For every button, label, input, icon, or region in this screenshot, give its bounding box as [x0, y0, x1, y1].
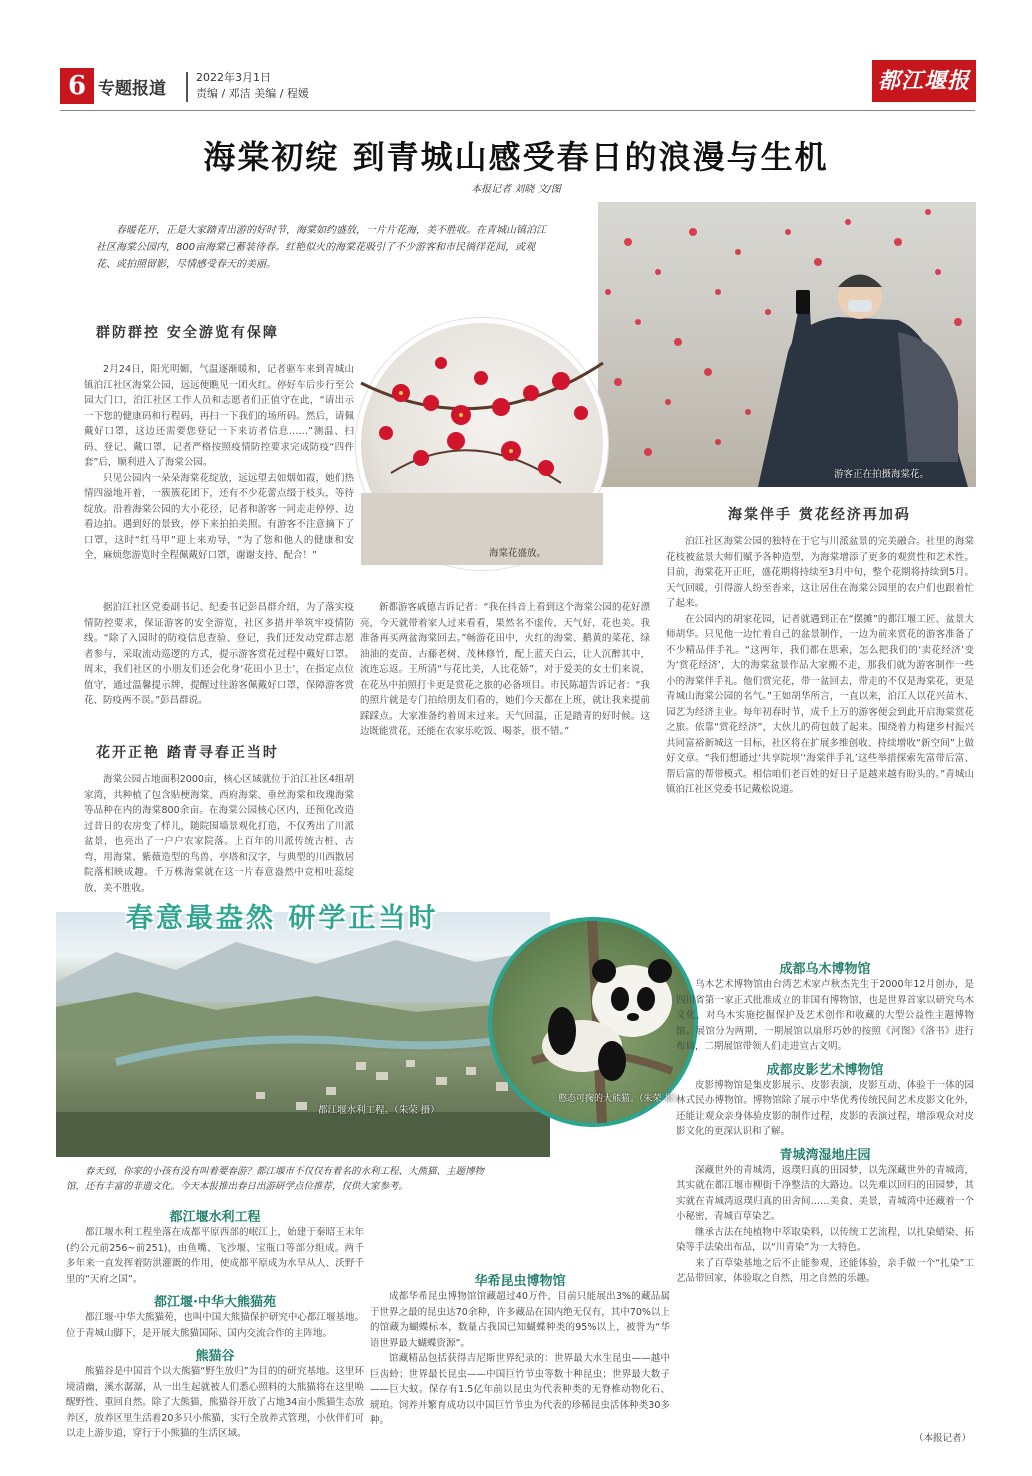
c7-paragraph-2: 继承古法在纯植物中萃取染料，以传统工艺流程，以扎染蜡染、拓染等手法染出布品，以“川青染”为一大特色。 [676, 1226, 974, 1253]
feature-col2 [370, 1270, 670, 1426]
photo-irrigation-landscape [56, 912, 550, 1157]
header-info [196, 70, 309, 102]
col1-text-b [84, 600, 354, 709]
s1-paragraph-1: 2月24日，阳光明媚，气温逐渐暖和，记者驱车来到青城山镇泊江社区海棠公园，远远便瞧见一团火红。停好车后步行至公园大门口，泊江社区工作人员和志愿者们正值守在此，“请出示一下您的健康码和行程码，再扫一下我们的场所码。然后，请佩戴好口罩，这边还需要您登记一下来访者信息……”测温、扫码、登记、戴口罩，记者严格按照疫情防控要求完成防疫“四件套”后，顺利进入了海棠公园。 [84, 364, 354, 468]
header-divider [186, 72, 188, 102]
s2-paragraph-1: 海棠公园占地面积2000亩，核心区域就位于泊江社区4组胡家湾，共种植了包含贴梗海棠、西府海棠、垂丝海棠和玫瑰海棠等品种在内的海棠800余亩。在海棠公园核心区内，还预化改造过昔日的农房变了样儿，随院围墙景观化打造，不仅秀出了川派盆景，也亮出了一户户农家院落。上百年的川派传统古桩、古弯，用海棠、紫薇造型的鸟兽、亭塔和汉字，与典型的川西散居院落相映成趣。千万株海棠就在这一片春意盎然中竞相吐蕊绽放，美不胜收。 [84, 774, 354, 894]
feature-col1 [66, 1206, 364, 1439]
c6-title: 成都皮影艺术博物馆 [766, 1062, 884, 1078]
article-title: 海棠初绽 到青城山感受春日的浪漫与生机 [203, 138, 829, 176]
c5-paragraph: 乌木艺术博物馆由台湾艺术家卢秋杰先生于2000年12月创办，是四川省第一家正式批准成立的非国有博物馆，也是世界首家以研究乌木文化、对乌木实施挖掘保护及艺术创作和收藏的大型公益性主题博物馆。展馆分为两期，一期展馆以扇形巧妙的按照《河图》《洛书》进行布局，二期展馆带领人们走进宣古文明。 [676, 979, 974, 1052]
feature-intro: 春天到，你家的小孩有没有叫着要春游？都江堰市不仅仅有着名的水利工程、大熊猫、主题博物馆，还有丰富的非遗文化。今天本报推出春日出游研学点位推荐，仅供大家参考。 [66, 1166, 485, 1192]
article-lead: 春暖花开，正是大家踏青出游的好时节，海棠如约盛放，一片片花海，美不胜收。在青城山镇泊江社区海棠公园内，800亩海棠已蓄装待春。红艳似火的海棠花吸引了不少游客和市民徜徉花间，或观花、或拍照留影，尽情感受春天的美丽。 [96, 225, 546, 270]
col2-text [360, 600, 650, 850]
header-rule [60, 110, 975, 111]
c3-title: 熊猫谷 [195, 1349, 235, 1364]
c1-paragraph: 都江堰水利工程坐落在成都平原西部的岷江上，始建于秦昭王末年(约公元前256~前251)，由鱼嘴、飞沙堰、宝瓶口等部分组成。两千多年来一直发挥着防洪灌溉的作用，使成都平原成为水旱从人、沃野千里的“天府之国”。 [66, 1227, 364, 1285]
section-name: 专题报道 [98, 79, 166, 99]
col1-text-c [84, 772, 354, 894]
photo1-caption: 游客正在拍摄海棠花。 [834, 469, 930, 480]
feature-col3 [676, 958, 974, 1428]
s1-paragraph-3: 据泊江社区党委副书记、纪委书记彭昌群介绍，为了落实疫情防控要求，保证游客的安全游览，社区多措并举筑牢疫情防线。“除了入园时的防疫信息查验、登记，我们还发动党群志愿者参与，采取流动巡逻的方式，提示游客赏花过程中戴好口罩。周末，我们社区的小朋友们还会化身‘花田小卫士’，在指定点位值守，通过温馨提示牌，提醒过往游客佩戴好口罩，保障游客赏花、防疫两不误。”彭昌群说。 [84, 602, 354, 706]
photo-visitor-photographing [598, 202, 976, 487]
c4-title: 华希昆虫博物馆 [474, 1274, 566, 1289]
page-number: 6 [60, 68, 94, 104]
issue-date: 2022年3月1日 [196, 71, 271, 84]
col1-text [84, 362, 354, 564]
c4-paragraph: 成都华希昆虫博物馆馆藏超过40万件，目前只能展出3%的藏品属于世界之最的昆虫达70余种，许多藏品在国内绝无仅有，其中70%以上的馆藏为蝴蝶标本，数量占我国已知蝴蝶种类的95%以上，被誉为“华语世界最大蝴蝶资源”。 [370, 1291, 670, 1349]
c5-title: 成都乌木博物馆 [779, 962, 871, 977]
c6-paragraph: 皮影博物馆是集皮影展示、皮影表演，皮影互动、体验于一体的园林式民办博物馆。博物馆除了展示中华优秀传统民间艺术皮影文化外，还能让观众亲身体验皮影的制作过程，皮影的表演过程，增添观众对皮影文化的更深认识和了解。 [676, 1079, 974, 1137]
s3-paragraph-2: 在公园内的胡家花园，记者就遇到正在“摆摊”的都江堰工匠、盆景大师胡华。只见他一边忙着自己的盆景制作，一边为前来赏花的游客准备了不少精品伴手礼。“这两年，我们都在思索，怎么把我们的‘卖花经济’变为‘赏花经济’，大的海棠盆景作品大家搬不走，那我们就为游客制作一些小的海棠伴手礼。他们赏完花，带一盆回去，带走的不仅是海棠花，更是青城山海棠公园的名气。”王如胡华所言，一直以来，泊江人以花兴苗木、园艺为经济主业。每年初春时节，成千上万的游客便会到此开启海棠赏花之旅。依靠“赏花经济”，大伙儿的荷包鼓了起来。围绕着力构建乡村振兴共同富裕新城这一目标，社区将在扩展多维创收、持续增收“新空间”上做好文章。“我们想通过‘共享院坝’‘海棠伴手礼’这些举措探索先富带后富、帮后富的帮带模式。相信咱们老百姓的好日子是越来越有盼头的。”青城山镇泊江社区党委书记戴松说道。 [666, 613, 974, 795]
s2-paragraph-2: 新都游客戚德吉诉记者：“我在抖音上看到这个海棠公园的花好漂亮，今天就带着家人过来看看，果然名不虚传，天气好，花也美。我准备再买两盆海棠回去。”畅游花田中，火红的海棠、鹅黄的菜花、绿油油的麦苗、古藤老树、茂林修竹，配上蓝天白云，让人沉醉其中，流连忘返。王所清“与花比美，人比花娇”，对于爱美的女士们来说，在花丛中拍照打卡更是赏花之旅的必备项目。市民陈超告诉记者：“我的照片就是专门拍给朋友们看的，她们今天都在上班，就让我来提前踩踩点。大家准备约着周末过来。天气回温，正是踏青的好时候。这边既能赏花，还能在农家乐吃饭、喝茶，很不错。” [360, 602, 650, 737]
c7-title: 青城湾湿地庄园 [779, 1147, 871, 1163]
feature-credit: （本报记者） [914, 1433, 972, 1444]
newspaper-logo: 都江堰报 [872, 60, 976, 102]
subhead-safety: 群防群控 安全游览有保障 [96, 325, 279, 341]
c7-paragraph-3: 来了百草染基地之后不止能参观，还能体验，亲手做一个“扎染”工艺品带回家，体验取之自然，用之自然的乐趣。 [676, 1257, 974, 1284]
s3-paragraph-1: 泊江社区海棠公园的独特在于它与川派盆景的完美融合。社里的海棠花枝被盆景大师们赋予各种造型，为海棠增添了更多的观赏性和艺术性。目前，海棠花开正旺，盛花期将持续至3月中旬，整个花期将持续到5月。天气回暖，引得游人纷至沓来，这让居住在海棠公园里的农户们也跟着忙了起来。 [666, 536, 974, 609]
c2-title: 都江堰·中华大熊猫苑 [154, 1295, 276, 1310]
panda-caption: 憨态可掬的大熊猫。（朱荣 摄） [558, 1094, 683, 1104]
subhead-economy: 海棠伴手 赏花经济再加码 [728, 507, 911, 523]
c7-paragraph: 深藏世外的青城湾，返璞归真的田园梦，以先深藏世外的青城湾，其实就在都江堰市柳街千净整洁的大路边。以先难以回归的田园梦，其实就在青城湾返璞归真的田舍间……美食、美景，青城湾中还藏着一个小秘密，青城百草染艺。 [676, 1164, 974, 1222]
banner-caption: 都江堰水利工程。（朱荣 摄） [318, 1105, 440, 1116]
c1-title: 都江堰水利工程 [169, 1210, 261, 1225]
photo2-caption: 海棠花盛放。 [489, 548, 547, 559]
col3-text [666, 534, 974, 854]
photo-panda-circle [488, 917, 698, 1127]
s1-paragraph-2: 只见公园内一朵朵海棠花绽放，远远望去如烟如霞，她们热情四溢地开着，一簇簇花团下，还有不少花蕾点缀于枝头，等待绽放。沿着海棠公园的大小花径，记者和游客一同走走停停、边看边拍。遇到好的景致，停下来拍拍美照。有游客不注意摘下了口罩，这时“红马甲”迎上来劝导，“为了您和他人的健康和安全，麻烦您游览时全程佩戴好口罩，谢谢支持、配合！” [84, 472, 354, 561]
subhead-spring: 花开正艳 踏青寻春正当时 [96, 745, 279, 761]
c4-paragraph-2: 馆藏精品包括获得吉尼斯世界纪录的：世界最大水生昆虫——越中巨齿蛉；世界最长昆虫——中国巨竹节虫等数十种昆虫；世界最大数子——巨大蚊。保存有1.5亿年前以昆虫为代表种类的无脊椎动物化石、琥珀。饲养并繁育成功以中国巨竹节虫为代表的珍稀昆虫活体种类30多种。 [370, 1353, 670, 1426]
photo-blossoms-circle [356, 318, 608, 570]
article-byline: 本报记者 刘晓 文/图 [471, 184, 561, 195]
photo-visitor-illustration [598, 202, 976, 487]
feature-title: 春意最盎然 研学正当时 [126, 903, 439, 934]
landscape-illustration [56, 912, 550, 1157]
c2-paragraph: 都江堰·中华大熊猫苑，也叫中国大熊猫保护研究中心都江堰基地。位于青城山脚下，是开展大熊猫国际、国内交流合作的主阵地。 [66, 1312, 364, 1339]
c3-paragraph: 熊猫谷是中国首个以大熊猫“野生放归”为目的的研究基地。这里环境清幽，溪水潺潺，从一出生起就被人们悉心照料的大熊猫将在这里唤醒野性、重回自然。除了大熊猫，熊猫谷开放了占地34亩小熊猫生态放养区，放养区里生活着20多只小熊猫，实行全放养式管理，小伙伴们可以走上游步道，穿行于小熊猫的生活区域。 [66, 1366, 364, 1439]
editors: 责编 / 邓洁 美编 / 程媛 [196, 87, 309, 100]
blossom-illustration [361, 323, 603, 565]
